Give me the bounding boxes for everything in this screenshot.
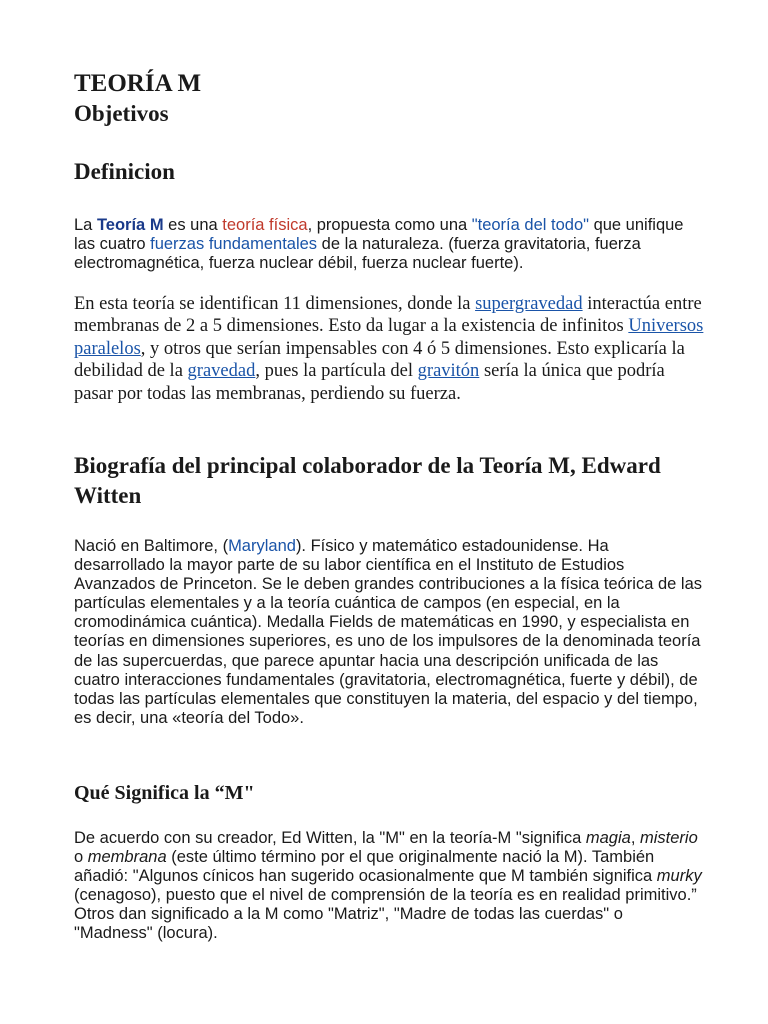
meaning-paragraph bbox=[74, 829, 704, 944]
supergravedad-link[interactable]: supergravedad bbox=[475, 294, 583, 314]
section-heading-definicion: Definicion bbox=[74, 159, 175, 184]
text-run: , pues la partícula del bbox=[255, 361, 418, 382]
page-subtitle: Objetivos bbox=[74, 101, 169, 126]
membrana-term: membrana bbox=[87, 848, 167, 867]
section-heading-biografia: Biografía del principal colaborador de la Teoría M, Edward Witten bbox=[74, 453, 661, 508]
teoria-fisica-link[interactable]: teoría física bbox=[222, 216, 308, 234]
text-run: , bbox=[630, 829, 641, 847]
gravedad-link[interactable]: gravedad bbox=[187, 361, 256, 382]
page-title: TEORÍA M bbox=[74, 70, 202, 97]
text-run: de la naturaleza. (fuerza gravitatoria, fuerza electromagnética, fuerza nuclear débil, fuerza nuclear fuerte). bbox=[74, 235, 641, 272]
text-run: , propuesta como una bbox=[307, 216, 472, 234]
text-run: De acuerdo con su creador, Ed Witten, la "M" en la teoría-M "significa bbox=[74, 829, 586, 847]
text-run: sería la única que podría pasar por todas las membranas, perdiendo su fuerza. bbox=[74, 361, 665, 404]
text-run: que unifique las cuatro bbox=[74, 216, 684, 253]
biography-paragraph bbox=[74, 537, 704, 728]
universos-paralelos-link[interactable]: Universos paralelos bbox=[74, 316, 704, 359]
text-run: En esta teoría se identifican 11 dimensiones, donde la bbox=[74, 294, 476, 314]
text-run: o bbox=[74, 848, 88, 867]
section-heading-significado-m: Qué Significa la “M" bbox=[74, 782, 255, 804]
text-run: es una bbox=[163, 216, 223, 234]
text-run: La bbox=[74, 216, 97, 234]
text-run: interactúa entre membranas de 2 a 5 dimensiones. Esto da lugar a la existencia de infinitos bbox=[74, 294, 702, 337]
fuerzas-fundamentales-link[interactable]: fuerzas fundamentales bbox=[150, 235, 318, 253]
magia-term: magia bbox=[585, 829, 631, 847]
maryland-link[interactable]: Maryland bbox=[228, 537, 296, 555]
text-run: (cenagoso), puesto que el nivel de comprensión de la teoría es en realidad primitivo.” Otros dan significado a la M como "Matriz", "Madre de todas las cuerdas" o "Madness" (locura). bbox=[74, 886, 697, 943]
definition-paragraph bbox=[74, 216, 704, 273]
dimensions-paragraph bbox=[74, 293, 704, 405]
text-run: ). Físico y matemático estadounidense. Ha desarrollado la mayor parte de su labor científica en el Instituto de Estudios Avanzados de Princeton. Se le deben grandes contribuciones a la física teórica de las partículas elementales y a la teoría cuántica de campos (en especial, en la cromodinámica cuántica). Medalla Fields de matemáticas en 1990, y especialista en teorías en dimensiones superiores, es uno de los impulsores de la denominada teoría de las supercuerdas, que parece apuntar hacia una descripción unificada de las cuatro interacciones fundamentales (gravitatoria, electromagnética, fuerte y débil), de todas las partículas elementales que constituyen la materia, del espacio y del tiempo, es decir, una «teoría del Todo». bbox=[74, 537, 703, 727]
text-run: (este último término por el que originalmente nació la M). También añadió: "Algunos cínicos han sugerido ocasionalmente que M también significa bbox=[74, 848, 657, 886]
murky-term: murky bbox=[656, 867, 702, 886]
text-run: , y otros que serían impensables con 4 ó 5 dimensiones. Esto explicaría la debilidad de la bbox=[74, 338, 685, 382]
teoria-m-term: Teoría M bbox=[96, 216, 164, 234]
text-run: Nació en Baltimore, ( bbox=[74, 537, 229, 555]
graviton-link[interactable]: gravitón bbox=[417, 361, 480, 382]
misterio-term: misterio bbox=[640, 829, 698, 847]
teoria-del-todo-link[interactable]: "teoría del todo" bbox=[471, 216, 589, 234]
